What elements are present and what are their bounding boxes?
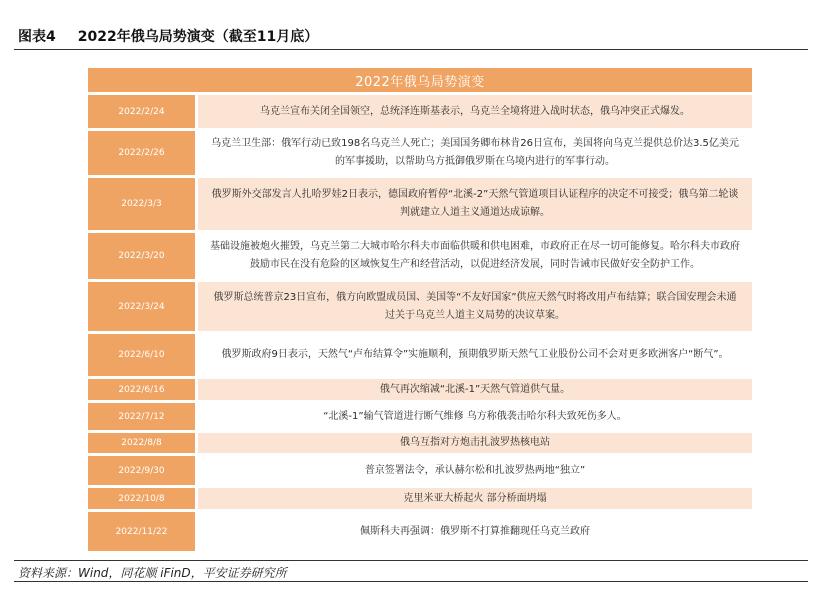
table-row [88, 433, 752, 453]
row-event: 俄罗斯外交部发言人扎哈罗娃2日表示，德国政府暂停“北溪-2”天然气管道项目认证程序的决定不可接受；俄乌第二轮谈判就建立人道主义通道达成谅解。 [198, 178, 752, 230]
row-event: 佩斯科夫再强调：俄罗斯不打算推翻现任乌克兰政府 [198, 512, 752, 551]
row-date: 2022/9/30 [88, 456, 195, 485]
table-row [88, 379, 752, 400]
row-event: 克里米亚大桥起火 部分桥面坍塌 [198, 488, 752, 509]
figure-title [18, 26, 318, 46]
table-row [88, 233, 752, 279]
row-date: 2022/2/24 [88, 95, 195, 128]
row-event: 俄罗斯政府9日表示，天然气“卢布结算令”实施顺利，预期俄罗斯天然气工业股份公司不会对更多欧洲客户“断气”。 [198, 334, 752, 376]
row-event: 乌克兰卫生部：俄军行动已致198名乌克兰人死亡；美国国务卿布林肯26日宣布，美国将向乌克兰提供总价达3.5亿美元的军事援助，以帮助乌方抵御俄罗斯在乌境内进行的军事行动。 [198, 131, 752, 175]
row-event: 俄气再次缩减“北溪-1”天然气管道供气量。 [198, 379, 752, 400]
row-date: 2022/3/20 [88, 233, 195, 279]
top-rule [14, 49, 808, 50]
events-table [88, 68, 752, 551]
table-header: 2022年俄乌局势演变 [88, 68, 752, 92]
row-event: 普京签署法令，承认赫尔松和扎波罗热两地“独立” [198, 456, 752, 485]
table-row [88, 512, 752, 551]
table-row [88, 282, 752, 331]
bottom-rule [14, 560, 808, 561]
table-row [88, 403, 752, 430]
row-event: 俄罗斯总统普京23日宣布，俄方向欧盟成员国、美国等“不友好国家”供应天然气时将改用卢布结算；联合国安理会未通过关于乌克兰人道主义局势的决议草案。 [198, 282, 752, 331]
row-event: 俄乌互指对方炮击扎波罗热核电站 [198, 433, 752, 453]
table-row [88, 131, 752, 175]
row-event: 基础设施被炮火摧毁，乌克兰第二大城市哈尔科夫市面临供暖和供电困难，市政府正在尽一切可能修复。哈尔科夫市政府鼓励市民在没有危险的区域恢复生产和经营活动，以促进经济发展，同时告诫市民做好安全防护工作。 [198, 233, 752, 279]
table-row [88, 334, 752, 376]
source-note: 资料来源：Wind，同花顺 iFinD，平安证券研究所 [18, 566, 287, 580]
row-date: 2022/7/12 [88, 403, 195, 430]
row-event: “北溪-1”输气管道进行断气维修 乌方称俄袭击哈尔科夫致死伤多人。 [198, 403, 752, 430]
row-date: 2022/8/8 [88, 433, 195, 453]
row-date: 2022/3/24 [88, 282, 195, 331]
table-row [88, 95, 752, 128]
figure-number: 图表4 [18, 29, 56, 45]
row-date: 2022/11/22 [88, 512, 195, 551]
table-row [88, 456, 752, 485]
row-date: 2022/6/10 [88, 334, 195, 376]
row-date: 2022/3/3 [88, 178, 195, 230]
table-row [88, 488, 752, 509]
row-date: 2022/6/16 [88, 379, 195, 400]
row-date: 2022/2/26 [88, 131, 195, 175]
row-date: 2022/10/8 [88, 488, 195, 509]
row-event: 乌克兰宣布关闭全国领空，总统泽连斯基表示，乌克兰全境将进入战时状态，俄乌冲突正式爆发。 [198, 95, 752, 128]
table-row [88, 178, 752, 230]
footer-rule [14, 581, 808, 582]
figure-title-text: 2022年俄乌局势演变（截至11月底） [77, 29, 319, 45]
